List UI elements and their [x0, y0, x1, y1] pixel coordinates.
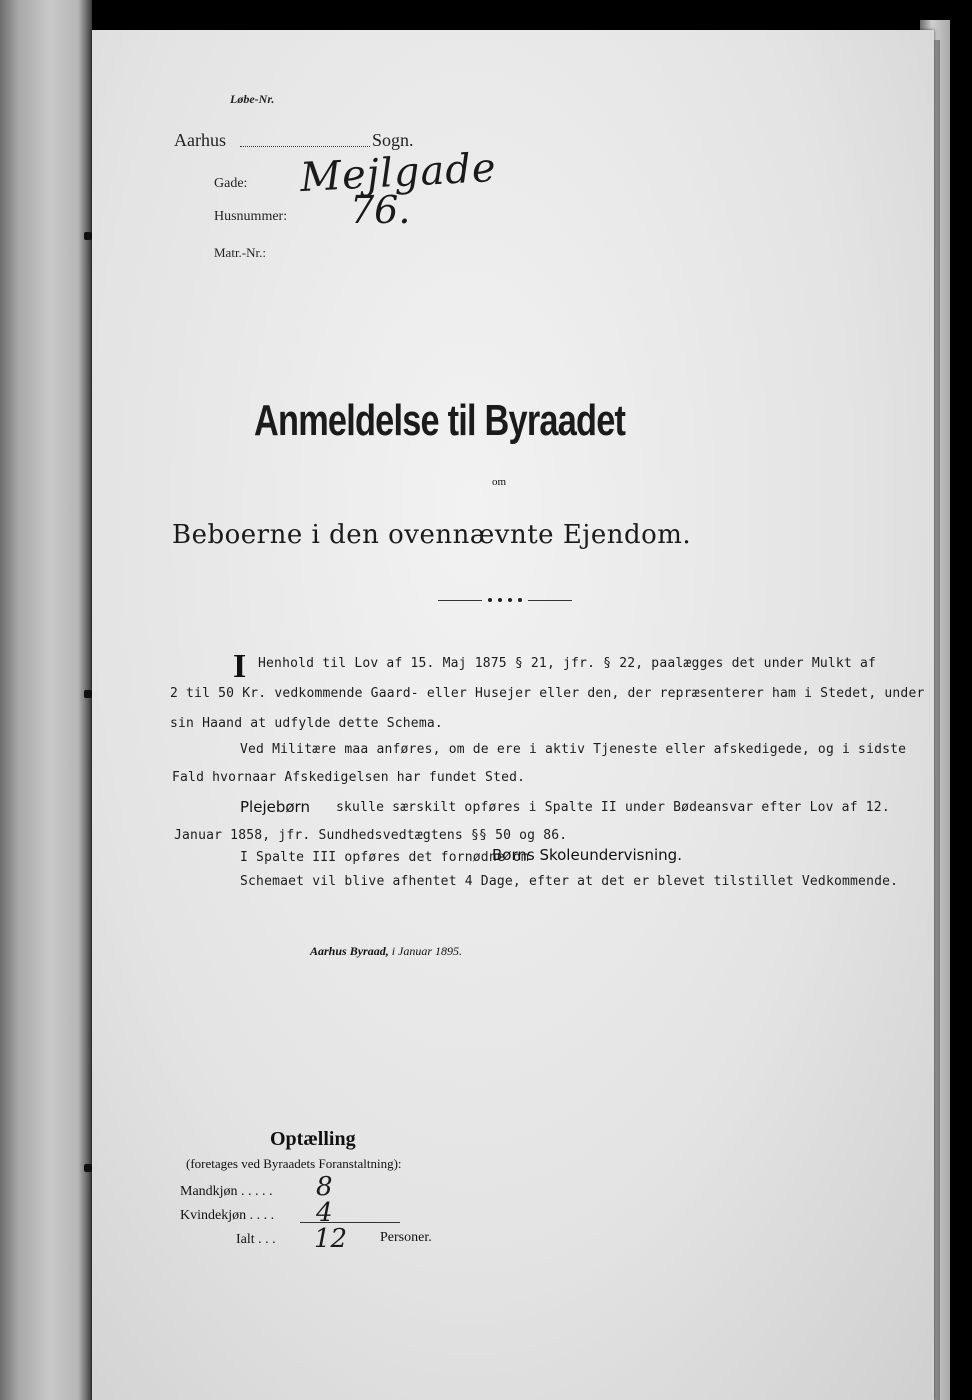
instruction-line: Januar 1858, jfr. Sundhedsvedtægtens §§ 50 og 86.: [174, 828, 568, 843]
aarhus-label: Aarhus: [174, 130, 226, 150]
issuer-name: Aarhus Byraad,: [310, 944, 389, 958]
matr-nr-label: Matr.-Nr.:: [214, 245, 266, 260]
gade-handwritten-value: Mejlgade: [298, 144, 498, 202]
title-connector: om: [492, 476, 507, 488]
ialt-value: 12: [314, 1224, 348, 1254]
kvindekjon-label: Kvindekjøn . . . .: [180, 1208, 275, 1223]
husnummer-label: Husnummer:: [214, 209, 288, 224]
count-title: Optælling: [270, 1128, 356, 1150]
previous-page-edge: [0, 0, 92, 1400]
drop-cap: I: [233, 648, 247, 685]
sogn-label: Sogn.: [372, 130, 414, 150]
instruction-emphasis: Plejebørn: [240, 798, 310, 816]
instruction-line: skulle særskilt opføres i Spalte II under Bødeansvar efter Lov af 12.: [336, 800, 890, 815]
sum-line: [300, 1222, 400, 1223]
document-subtitle: Beboerne i den ovennævnte Ejendom.: [172, 520, 692, 550]
binding-hole: [84, 232, 92, 240]
document-title: Anmeldelse til Byraadet: [254, 396, 626, 445]
personer-label: Personer.: [380, 1230, 432, 1245]
instruction-line: Schemaet vil blive afhentet 4 Dage, efter at det er blevet tilstillet Vedkommende.: [240, 874, 899, 889]
binding-hole: [84, 690, 92, 698]
gade-label: Gade:: [214, 176, 248, 191]
loebe-nr-label: Løbe-Nr.: [230, 92, 275, 106]
kvindekjon-value: 4: [316, 1198, 333, 1228]
instruction-line: Henhold til Lov af 15. Maj 1875 § 21, jfr. § 22, paalægges det under Mulkt af: [258, 656, 877, 671]
ialt-label: Ialt . . .: [236, 1232, 276, 1247]
instruction-emphasis: Børns Skoleundervisning.: [492, 846, 682, 864]
instruction-line: I Spalte III opføres det fornødne om: [240, 850, 529, 865]
parish-fill-line: [240, 146, 370, 147]
count-subtitle: (foretages ved Byraadets Foranstaltning):: [186, 1156, 402, 1171]
binding-hole: [84, 1164, 92, 1172]
mandkjon-value: 8: [316, 1172, 333, 1202]
instruction-line: sin Haand at udfylde dette Schema.: [170, 716, 443, 731]
issuer-signature-line: [310, 944, 462, 959]
mandkjon-label: Mandkjøn . . . . .: [180, 1184, 273, 1199]
instruction-line: Fald hvornaar Afskedigelsen har fundet Sted.: [172, 770, 526, 785]
instruction-line: 2 til 50 Kr. vedkommende Gaard- eller Husejer eller den, der repræsenterer ham i Stedet, under: [170, 686, 925, 701]
ornament-divider: [438, 596, 572, 604]
husnummer-handwritten-value: 76.: [350, 188, 411, 232]
issue-date: i Januar 1895.: [391, 944, 463, 958]
instruction-line: Ved Militære maa anføres, om de ere i aktiv Tjeneste eller afskedigede, og i sidste: [240, 742, 907, 757]
